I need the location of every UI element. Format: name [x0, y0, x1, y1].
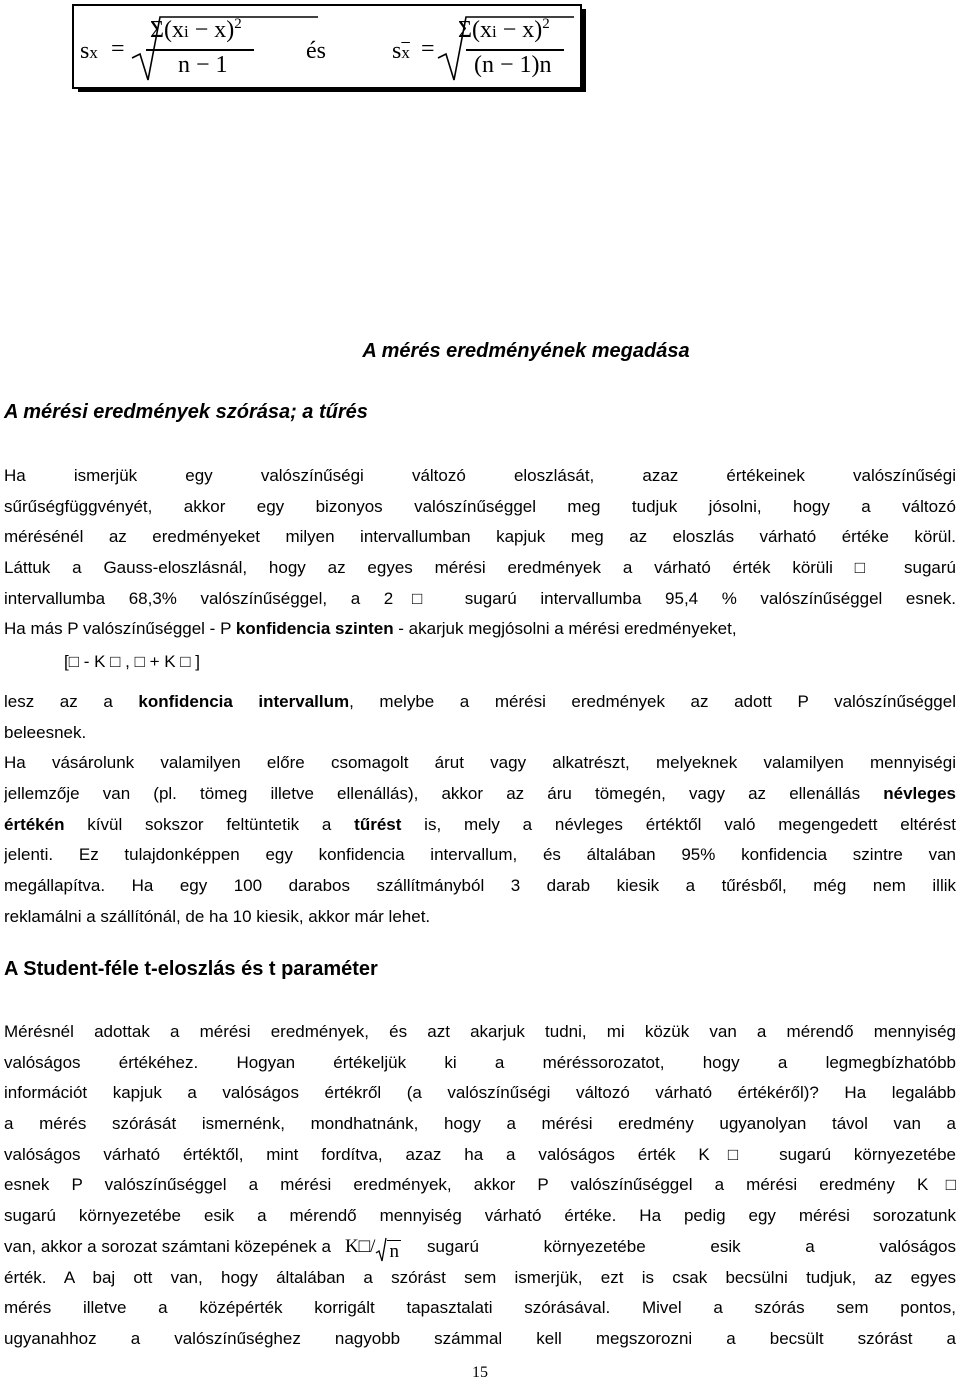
sqrt-icon	[375, 1237, 387, 1263]
formula-right-numerator: Σ(xi − x)$^2$	[458, 16, 550, 43]
paragraph-tolerance	[4, 687, 956, 933]
text-line: reklamálni a szállítónál, de ha 10 kiesik, akkor már lehet.	[4, 906, 431, 926]
text-line: jellemzője van (pl. tömeg illetve ellenállás), akkor az áru tömegén, vagy az ellenállás névleges	[4, 784, 956, 804]
text-line: sugarú környezetébe esik a mérendő mennyiség várható értéke. Ha pedig egy mérési sorozatunk	[4, 1206, 956, 1226]
formula-right-fraction-bar	[466, 49, 564, 51]
text-line: Mérésnél adottak a mérési eredmények, és azt akarjuk tudni, mi közük van a mérendő mennyiség	[4, 1022, 956, 1041]
text-line: Ha ismerjük egy valószínűségi változó eloszlását, azaz értékeinek valószínűségi	[4, 466, 956, 485]
text-line: a mérés szórását ismernénk, mondhatnánk, hogy a mérési eredmény ugyanolyan távol van a	[4, 1114, 956, 1134]
text-line: Ha vásárolunk valamilyen előre csomagolt árut vagy alkatrészt, melyeknek valamilyen mennyiségi	[4, 753, 956, 773]
text-line: beleesnek.	[4, 722, 87, 742]
text-line: ugyanahhoz a valószínűséghez nagyobb számmal kell megszorozni a becsült szórást a	[4, 1328, 956, 1348]
text-line: esnek P valószínűséggel a mérési eredmények, akkor P valószínűséggel a mérési eredmény K□	[4, 1175, 956, 1195]
text-line: van, akkor a sorozat számtani közepének a K□/ n sugarú környezetébe esik a valóságos	[4, 1232, 956, 1263]
text-line: lesz az a konfidencia intervallum, melybe a mérési eredmények az adott P valószínűséggel	[4, 692, 956, 711]
mean-radius-formula: K□/ n	[344, 1235, 399, 1262]
formula-conjunction: és	[306, 38, 326, 64]
text-line: valóságos várható értéktől, mint fordítva, azaz ha a valóságos érték K□ sugarú környezetébe	[4, 1144, 956, 1164]
text-line: megállapítva. Ha egy 100 darabos szállítmányból 3 darab kiesik a tűrésből, még nem illik	[4, 876, 956, 896]
formula-left-fraction-bar	[146, 49, 254, 51]
page-number: 15	[472, 1364, 488, 1381]
paragraph-distribution	[4, 461, 956, 645]
text-line: mérésénél az eredményeket milyen intervallumban kapjuk meg az eloszlás várható értéke körül.	[4, 527, 956, 547]
formula-left-denominator: n − 1	[178, 52, 228, 78]
formula-right-s: $s\overline{x}$	[392, 38, 410, 64]
text-line: valóságos értékéhez. Hogyan értékeljük ki a méréssorozatot, hogy a legmegbízhatóbb	[4, 1052, 956, 1072]
main-heading: A mérés eredményének megadása	[362, 340, 690, 362]
text-line: információt kapjuk a valóságos értékről (a valószínűségi változó várható értékéről)? Ha legalább	[4, 1083, 956, 1103]
paragraph-student	[4, 1017, 956, 1355]
formula-right-equals: =	[421, 36, 435, 62]
text-line: intervallumba 68,3% valószínűséggel, a 2□ sugarú intervallumba 95,4 % valószínűséggel esnek.	[4, 588, 956, 608]
text-line: mérés illetve a középérték korrigált tapasztalati szórásával. Mivel a szórás sem pontos,	[4, 1298, 956, 1318]
section-heading-scatter: A mérési eredmények szórása; a tűrés	[4, 401, 368, 423]
text-line: érték. A baj ott van, hogy általában a szórást sem ismerjük, ezt is csak becsülni tudjuk, az egyes	[4, 1267, 956, 1287]
text-line: Ha más P valószínűséggel - P konfidencia szinten - akarjuk megjósolni a mérési eredményeket,	[4, 619, 737, 639]
formula-left-s: sx	[80, 38, 98, 64]
formula-box	[72, 4, 582, 89]
formula-left-numerator: Σ(xi − x)$^2$	[150, 16, 242, 43]
text-line: jelenti. Ez tulajdonképpen egy konfidencia intervallum, és általában 95% konfidencia szintre van	[4, 845, 956, 865]
formula-left-equals: =	[111, 36, 125, 62]
confidence-interval-formula: [□ - K □ , □ + K □ ]	[64, 652, 201, 671]
text-line: Láttuk a Gauss-eloszlásnál, hogy az egyes mérési eredmények a várható érték körüli □ sugarú	[4, 558, 956, 578]
text-line: sűrűségfüggvényét, akkor egy bizonyos valószínűséggel meg tudjuk jósolni, hogy a változó	[4, 496, 956, 516]
text-line: értékén kívül sokszor feltüntetik a tűrést is, mely a névleges értéktől való megengedett eltérést	[4, 814, 956, 834]
section-heading-student: A Student-féle t-eloszlás és t paraméter	[4, 958, 378, 980]
formula-right-denominator: (n − 1)n	[474, 52, 552, 78]
